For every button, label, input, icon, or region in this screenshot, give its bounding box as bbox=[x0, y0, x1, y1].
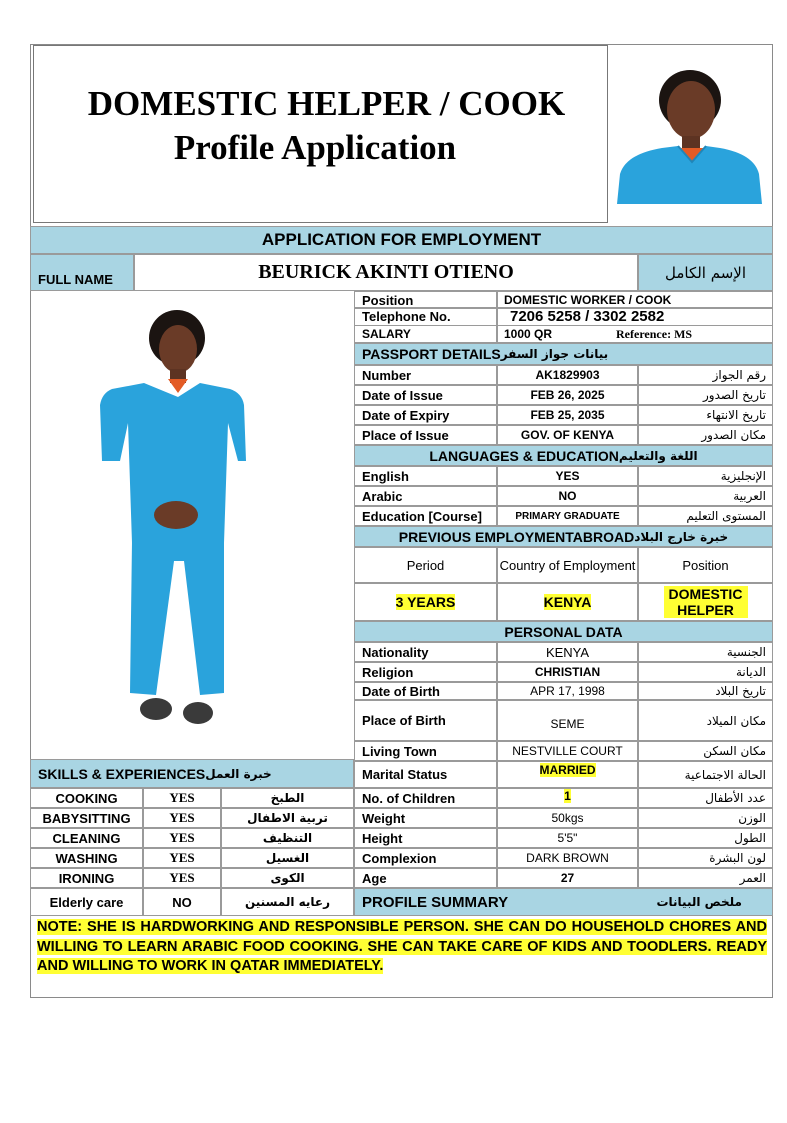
skill-value: YES bbox=[143, 848, 221, 868]
age-value: 27 bbox=[497, 868, 638, 888]
living-town-value: NESTVILLE COURT bbox=[497, 741, 638, 761]
age-ar: العمر bbox=[638, 868, 773, 888]
birth-date-ar: تاريخ البلاد bbox=[638, 682, 773, 700]
skill-name: WASHING bbox=[30, 848, 143, 868]
expiry-date-label: Date of Expiry bbox=[354, 405, 497, 425]
position-value: DOMESTIC WORKER / COOK bbox=[497, 291, 773, 309]
nationality-label: Nationality bbox=[354, 642, 497, 662]
birth-date-label: Date of Birth bbox=[354, 682, 497, 700]
full-name-arabic: الإسم الكامل bbox=[638, 254, 773, 291]
passport-number-value: AK1829903 bbox=[497, 365, 638, 385]
period-value: 3 YEARS bbox=[354, 583, 497, 621]
children-ar: عدد الأطفال bbox=[638, 788, 773, 808]
height-ar: الطول bbox=[638, 828, 773, 848]
profile-photo-full bbox=[32, 293, 352, 758]
reference-text: Reference: MS bbox=[616, 326, 693, 341]
birth-date-value: APR 17, 1998 bbox=[497, 682, 638, 700]
full-name-label: FULL NAME bbox=[30, 254, 134, 291]
nationality-value: KENYA bbox=[497, 642, 638, 662]
issue-date-value: FEB 26, 2025 bbox=[497, 385, 638, 405]
birth-place-ar: مكان الميلاد bbox=[638, 700, 773, 741]
position-column-header: Position bbox=[638, 547, 773, 583]
profile-summary-note: NOTE: SHE IS HARDWORKING AND RESPONSIBLE PERSON. SHE CAN DO HOUSEHOLD CHORES AND WILLING TO LEARN ARABIC FOOD COOKING. SHE CAN TAKE CARE OF KIDS AND TOODLERS. READY AND WILLING TO WORK IN QATAR IMMEDIATELY. bbox=[37, 919, 767, 974]
header-subtitle: Profile Application bbox=[173, 128, 457, 167]
passport-section-header: PASSPORT DETAILS بيانات جواز السفر bbox=[354, 343, 773, 365]
education-label: Education [Course] bbox=[354, 506, 497, 526]
skill-value: YES bbox=[143, 868, 221, 888]
complexion-ar: لون البشرة bbox=[638, 848, 773, 868]
salary-label: SALARY bbox=[354, 325, 497, 343]
languages-section-header: LANGUAGES & EDUCATION اللغة والتعليم bbox=[354, 445, 773, 466]
skill-arabic: الغسيل bbox=[221, 848, 354, 868]
full-name-value: BEURICK AKINTI OTIENO bbox=[134, 254, 638, 291]
living-town-ar: مكان السكن bbox=[638, 741, 773, 761]
skill-name: IRONING bbox=[30, 868, 143, 888]
children-label: No. of Children bbox=[354, 788, 497, 808]
issue-date-label: Date of Issue bbox=[354, 385, 497, 405]
marital-status-ar: الحالة الاجتماعية bbox=[638, 761, 773, 788]
religion-label: Religion bbox=[354, 662, 497, 682]
passport-number-ar: رقم الجواز bbox=[638, 365, 773, 385]
age-label: Age bbox=[354, 868, 497, 888]
arabic-value: NO bbox=[497, 486, 638, 506]
application-banner: APPLICATION FOR EMPLOYMENT bbox=[30, 226, 773, 254]
english-ar: الإنجليزية bbox=[638, 466, 773, 486]
expiry-date-value: FEB 25, 2035 bbox=[497, 405, 638, 425]
profile-summary-header: PROFILE SUMMARY ملخص البيانات bbox=[354, 888, 773, 916]
skill-name: BABYSITTING bbox=[30, 808, 143, 828]
complexion-label: Complexion bbox=[354, 848, 497, 868]
skill-value: YES bbox=[143, 828, 221, 848]
english-value: YES bbox=[497, 466, 638, 486]
weight-value: 50kgs bbox=[497, 808, 638, 828]
expiry-date-ar: تاريخ الانتهاء bbox=[638, 405, 773, 425]
nationality-ar: الجنسية bbox=[638, 642, 773, 662]
telephone-value: 7206 5258 / 3302 2582 bbox=[497, 307, 773, 326]
skill-name: CLEANING bbox=[30, 828, 143, 848]
skill-arabic: تربية الاطفال bbox=[221, 808, 354, 828]
issue-place-ar: مكان الصدور bbox=[638, 425, 773, 445]
complexion-value: DARK BROWN bbox=[497, 848, 638, 868]
profile-photo-small bbox=[612, 62, 762, 204]
arabic-label: Arabic bbox=[354, 486, 497, 506]
issue-place-label: Place of Issue bbox=[354, 425, 497, 445]
marital-status-value: MARRIED bbox=[497, 761, 638, 788]
personal-data-header: PERSONAL DATA bbox=[354, 621, 773, 642]
education-ar: المستوى التعليم bbox=[638, 506, 773, 526]
skill-name: Elderly care bbox=[30, 888, 143, 916]
height-label: Height bbox=[354, 828, 497, 848]
skill-value: NO bbox=[143, 888, 221, 916]
previous-employment-header: PREVIOUS EMPLOYMENTABROAD خبرة خارج البلاد bbox=[354, 526, 773, 547]
country-value: KENYA bbox=[497, 583, 638, 621]
passport-number-label: Number bbox=[354, 365, 497, 385]
telephone-label: Telephone No. bbox=[354, 307, 497, 326]
living-town-label: Living Town bbox=[354, 741, 497, 761]
height-value: 5'5" bbox=[497, 828, 638, 848]
education-value: PRIMARY GRADUATE bbox=[497, 506, 638, 526]
country-column-header: Country of Employment bbox=[497, 547, 638, 583]
header-title: DOMESTIC HELPER / COOK bbox=[87, 84, 566, 123]
children-value: 1 bbox=[497, 788, 638, 808]
english-label: English bbox=[354, 466, 497, 486]
skill-arabic: الطبخ bbox=[221, 788, 354, 808]
religion-ar: الديانة bbox=[638, 662, 773, 682]
religion-value: CHRISTIAN bbox=[497, 662, 638, 682]
issue-date-ar: تاريخ الصدور bbox=[638, 385, 773, 405]
previous-position-value: DOMESTIC HELPER bbox=[638, 583, 773, 621]
weight-label: Weight bbox=[354, 808, 497, 828]
period-column-header: Period bbox=[354, 547, 497, 583]
birth-place-value: SEME bbox=[497, 700, 638, 741]
skill-arabic: رعايه المسنين bbox=[221, 888, 354, 916]
position-label: Position bbox=[354, 291, 497, 309]
issue-place-value: GOV. OF KENYA bbox=[497, 425, 638, 445]
skill-arabic: الكوى bbox=[221, 868, 354, 888]
skill-value: YES bbox=[143, 808, 221, 828]
skill-arabic: التنظيف bbox=[221, 828, 354, 848]
arabic-ar: العربية bbox=[638, 486, 773, 506]
salary-value: 1000 QR Reference: MS bbox=[497, 325, 773, 343]
marital-status-label: Marital Status bbox=[354, 761, 497, 788]
skill-name: COOKING bbox=[30, 788, 143, 808]
weight-ar: الوزن bbox=[638, 808, 773, 828]
birth-place-label: Place of Birth bbox=[354, 700, 497, 741]
skill-value: YES bbox=[143, 788, 221, 808]
skills-section-header: SKILLS & EXPERIENCES خبرة العمل bbox=[30, 759, 354, 788]
